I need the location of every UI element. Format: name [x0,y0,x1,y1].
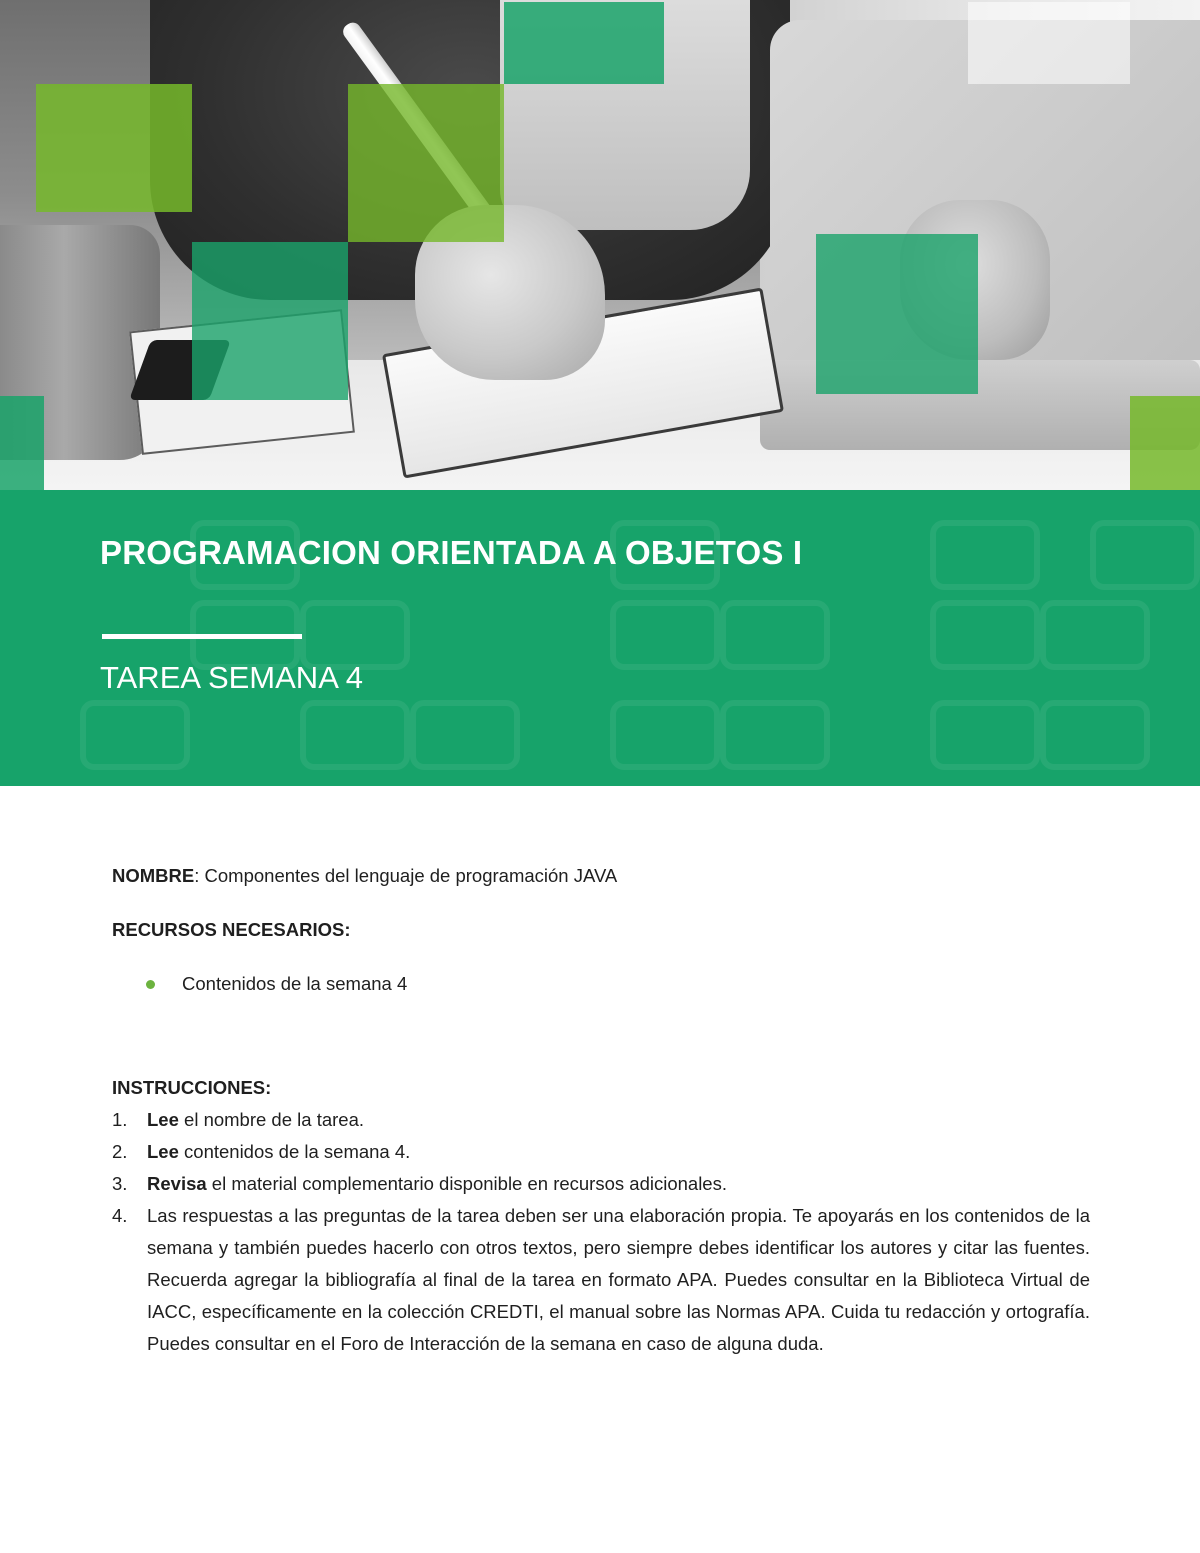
step-text: el material complementario disponible en recursos adicionales. [206,1173,727,1194]
title-divider [102,634,302,639]
white-square-overlay [968,2,1130,84]
pattern-shape [720,600,830,670]
pattern-shape [410,700,520,770]
task-title: TAREA SEMANA 4 [100,660,364,695]
green-square-overlay [36,84,192,212]
instructions-label: INSTRUCCIONES: [112,1077,272,1098]
pattern-shape [610,600,720,670]
assignment-body [112,860,1090,1360]
pattern-shape [80,700,190,770]
hero-image [0,0,1200,490]
name-value: : Componentes del lenguaje de programación JAVA [194,865,618,886]
name-line [112,860,1090,892]
step-verb: Revisa [147,1173,207,1194]
pattern-shape [300,700,410,770]
pattern-shape [930,600,1040,670]
resources-label: RECURSOS NECESARIOS: [112,919,351,940]
green-square-overlay [192,242,348,400]
list-item [112,1136,1090,1168]
step-number: 3. [112,1173,128,1194]
step-text: contenidos de la semana 4. [178,1141,411,1162]
green-square-overlay [504,2,664,84]
pattern-shape [1040,600,1150,670]
list-item [112,1104,1090,1136]
green-square-overlay [816,234,978,394]
green-square-overlay [0,396,44,490]
list-item [112,1168,1090,1200]
pattern-shape [610,700,720,770]
step-text: el nombre de la tarea. [178,1109,364,1130]
step-number: 4. [112,1205,128,1226]
resource-text: Contenidos de la semana 4 [182,973,408,994]
step-number: 2. [112,1141,128,1162]
resources-list [112,968,1090,1000]
instructions-list [112,1104,1090,1360]
step-verb: Lee [147,1141,179,1162]
name-label: NOMBRE [112,865,195,886]
list-item [146,968,1090,1000]
pattern-shape [930,700,1040,770]
green-square-overlay [1130,396,1200,490]
step-verb: Lee [147,1109,179,1130]
pattern-shape [720,700,830,770]
step-number: 1. [112,1109,128,1130]
step-text: Las respuestas a las preguntas de la tarea deben ser una elaboración propia. Te apoyarás en los contenidos de la semana y también puedes hacerlo con otros textos, pero siempre debes identificar los autores y citar las fuentes. Recuerda agregar la bibliografía al final de la tarea en formato APA. Puedes consultar en la Biblioteca Virtual de IACC, específicamente en la colección CREDTI, el manual sobre las Normas APA. Cuida tu redacción y ortografía. Puedes consultar en el Foro de Interacción de la semana en caso de alguna duda. [147,1205,1090,1354]
pattern-shape [1040,700,1150,770]
pattern-shape [930,520,1040,590]
pattern-shape [1090,520,1200,590]
list-item [112,1200,1090,1360]
green-square-overlay [348,84,504,242]
bullet-icon [146,980,155,989]
title-banner [0,490,1200,786]
course-title: PROGRAMACION ORIENTADA A OBJETOS I [100,534,803,571]
